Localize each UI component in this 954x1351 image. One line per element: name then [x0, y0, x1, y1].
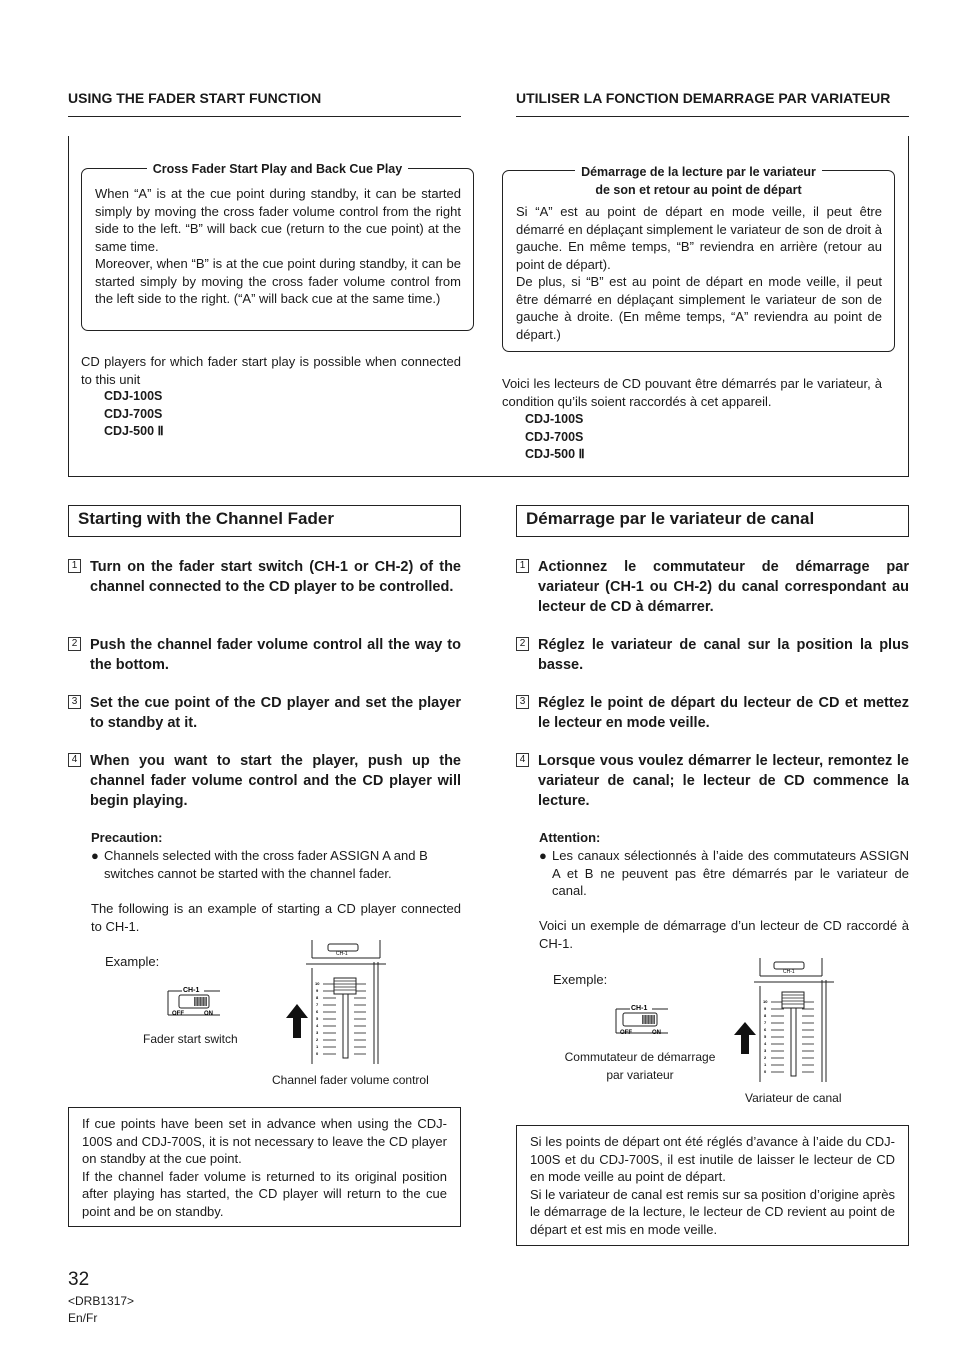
left-section-header: USING THE FADER START FUNCTION: [68, 90, 461, 117]
step-4: [68, 751, 461, 811]
svg-text:1: 1: [316, 1044, 319, 1049]
ch-label: CH-1: [783, 969, 795, 975]
fader-caption: Variateur de canal: [745, 1091, 842, 1105]
svg-text:8: 8: [316, 995, 319, 1000]
example-intro: The following is an example of starting a CD player connected to CH-1.: [91, 901, 461, 934]
ch-label: CH-1: [183, 987, 200, 994]
language-code: En/Fr: [68, 1311, 98, 1325]
bullet-icon: ●: [91, 848, 99, 863]
svg-text:2: 2: [764, 1055, 767, 1060]
step-number: 3: [516, 695, 529, 709]
cross-fader-box-text: When “A” is at the cue point during standby, it can be started simply by moving the cross fader volume control from the right side to the left. “B” will back cue (return to the cue point) at the same time. Moreover, when “B” is at the cue point during standby, it can be started simply by moving the cross fader volume control from the left side to the right. (“A” will back cue at the same time.): [95, 186, 461, 306]
svg-text:9: 9: [316, 988, 319, 993]
svg-text:8: 8: [764, 1013, 767, 1018]
step-text: When you want to start the player, push up the channel fader volume control and the CD player will begin playing.: [90, 753, 461, 809]
left-note-box: If cue points have been set in advance when using the CDJ-100S and CDJ-700S, it is not necessary to leave the CD player on standby at the cue point. If the channel fader volume is returned to its original position after playing has started, the CD player will return to the cue point and be on standby.: [68, 1107, 461, 1227]
precaution-item: [539, 847, 909, 900]
doc-code: <DRB1317>: [68, 1294, 135, 1308]
right-players-list: [525, 411, 585, 464]
svg-text:5: 5: [316, 1016, 319, 1021]
precaution-item: [91, 847, 461, 882]
step-number: 4: [516, 753, 529, 767]
step-1: [68, 557, 461, 597]
right-section-header: UTILISER LA FONCTION DEMARRAGE PAR VARIATEUR: [516, 90, 909, 117]
up-arrow-icon: [286, 1004, 308, 1038]
switch-caption: Commutateur de démarrage par variateur: [564, 1050, 716, 1082]
step-4: [516, 751, 909, 811]
svg-text:7: 7: [764, 1020, 767, 1025]
fader-start-switch-diagram: [612, 1000, 672, 1040]
precaution-text: Channels selected with the cross fader ASSIGN A and B switches cannot be started with the channel fader.: [104, 848, 428, 881]
left-players-intro: CD players for which fader start play is possible when connected to this unit: [81, 354, 461, 387]
player-item: CDJ-700S: [104, 406, 163, 421]
step-number: 1: [516, 559, 529, 573]
svg-text:0: 0: [764, 1069, 767, 1074]
player-item: CDJ-500 Ⅱ: [525, 447, 585, 461]
svg-text:7: 7: [316, 1002, 319, 1007]
step-3: [68, 693, 461, 733]
left-section-title: Starting with the Channel Fader: [68, 505, 461, 537]
player-item: CDJ-100S: [525, 412, 584, 426]
svg-text:4: 4: [764, 1041, 767, 1046]
step-text: Actionnez le commutateur de démarrage par variateur (CH-1 ou CH-2) du canal correspondant au lecteur de CD à démarrer.: [538, 559, 909, 615]
cross-fader-box-title: Cross Fader Start Play and Back Cue Play: [147, 161, 408, 178]
precaution-text: Les canaux sélectionnés à l’aide des commutateurs ASSIGN A et B ne peuvent pas être démarrés par le variateur de canal.: [552, 848, 909, 898]
svg-text:10: 10: [315, 981, 320, 986]
step-3: [516, 693, 909, 733]
step-number: 3: [68, 695, 81, 709]
step-text: Turn on the fader start switch (CH-1 or CH-2) of the channel connected to the CD player to be controlled.: [90, 559, 461, 595]
channel-fader-diagram: [754, 958, 834, 1086]
example-label: Exemple:: [553, 972, 608, 987]
channel-fader-diagram: [306, 940, 386, 1068]
step-1: [516, 557, 909, 617]
off-label: OFF: [620, 1030, 632, 1036]
on-label: ON: [204, 1011, 213, 1017]
svg-text:10: 10: [763, 999, 768, 1004]
example-intro: Voici un exemple de démarrage d’un lecteur de CD raccordé à CH-1.: [539, 918, 909, 951]
right-note-box: Si les points de départ ont été réglés d’avance à l’aide du CDJ- 100S et du CDJ-700S, il est inutile de laisser le lecteur de CD en mode veille au point de départ. Si le variateur de canal est remis sur sa position d’origine après le démarrage de la lecture, le lecteur de CD revient au point de départ et est mis en mode veille.: [516, 1125, 909, 1246]
svg-text:5: 5: [764, 1034, 767, 1039]
fader-caption: Channel fader volume control: [272, 1073, 429, 1087]
step-text: Lorsque vous voulez démarrer le lecteur, remontez le variateur de canal; le lecteur de CD commence la lecture.: [538, 753, 909, 809]
cross-fader-box: [81, 162, 474, 331]
right-section-title: Démarrage par le variateur de canal: [516, 505, 909, 537]
svg-text:3: 3: [764, 1048, 767, 1053]
player-item: CDJ-100S: [104, 389, 163, 403]
svg-text:6: 6: [764, 1027, 767, 1032]
player-item: CDJ-500 Ⅱ: [104, 424, 164, 438]
precaution-label: Attention:: [539, 830, 601, 845]
svg-text:9: 9: [764, 1006, 767, 1011]
step-number: 2: [68, 637, 81, 651]
svg-text:4: 4: [316, 1023, 319, 1028]
switch-caption: Fader start switch: [143, 1032, 238, 1046]
variateur-box: [502, 165, 895, 352]
svg-text:2: 2: [316, 1037, 319, 1042]
step-number: 2: [516, 637, 529, 651]
svg-text:3: 3: [316, 1030, 319, 1035]
step-text: Réglez le variateur de canal sur la position la plus basse.: [538, 637, 909, 673]
right-players-intro: Voici les lecteurs de CD pouvant être démarrés par le variateur, à condition qu’ils soient raccordés à cet appareil.: [502, 376, 882, 409]
up-arrow-icon: [734, 1022, 756, 1054]
variateur-box-text: Si “A” est au point de départ en mode veille, il peut être démarré en déplaçant simplement le variateur de son de droit à gauche. En même temps, “B” reviendra en arrière (retour au point de départ). De plus, si “B” est au point de départ en mode veille, il peut être démarré en déplaçant simplement le variateur de son de gauche à droite. (En même temps, “A” reviendra au point de départ.): [516, 204, 882, 342]
fader-start-switch-diagram: [164, 982, 224, 1022]
page-number: 32: [68, 1269, 90, 1290]
svg-text:0: 0: [316, 1051, 319, 1056]
svg-text:1: 1: [764, 1062, 767, 1067]
step-2: [68, 635, 461, 675]
step-number: 1: [68, 559, 81, 573]
step-text: Réglez le point de départ du lecteur de CD et mettez le lecteur en mode veille.: [538, 695, 909, 731]
example-label: Example:: [105, 954, 160, 969]
step-number: 4: [68, 753, 81, 767]
off-label: OFF: [172, 1011, 184, 1017]
variateur-box-title: Démarrage de la lecture par le variateur de son et retour au point de départ: [575, 163, 822, 199]
step-text: Push the channel fader volume control all the way to the bottom.: [90, 637, 461, 673]
ch-label: CH-1: [336, 951, 348, 957]
on-label: ON: [652, 1030, 661, 1036]
precaution-label: Precaution:: [91, 830, 163, 845]
svg-text:6: 6: [316, 1009, 319, 1014]
step-text: Set the cue point of the CD player and set the player to standby at it.: [90, 695, 461, 731]
left-players-list: [104, 388, 164, 441]
ch-label: CH-1: [631, 1005, 648, 1012]
bullet-icon: ●: [539, 848, 547, 863]
step-2: [516, 635, 909, 675]
player-item: CDJ-700S: [525, 429, 584, 444]
